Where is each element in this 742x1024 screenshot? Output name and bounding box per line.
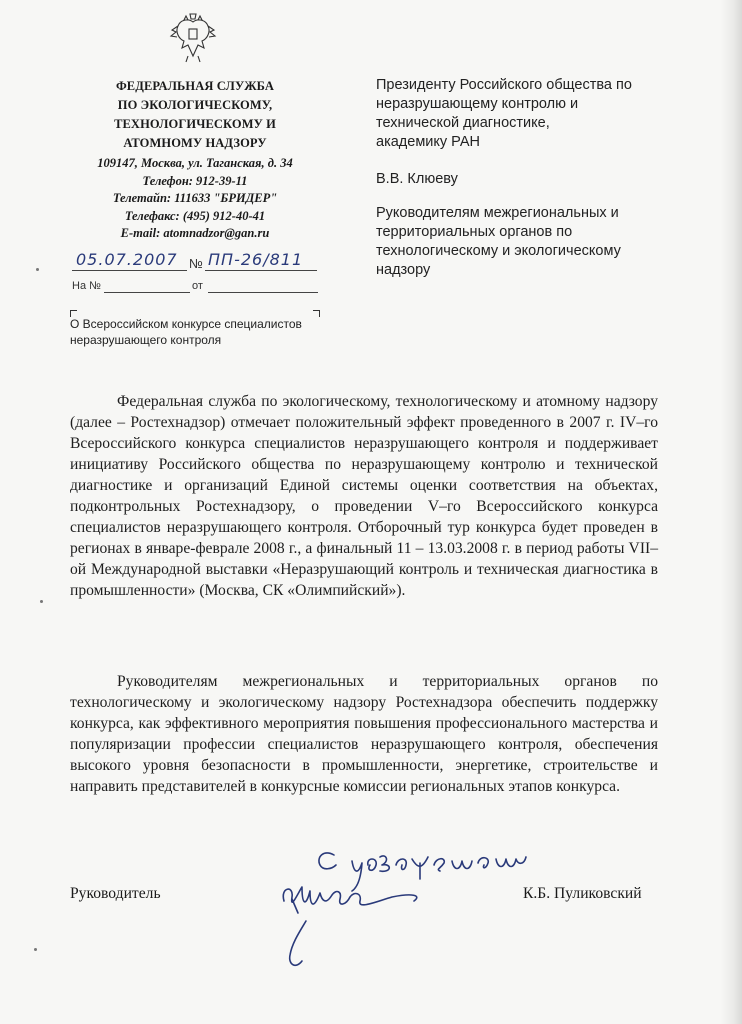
fax: Телефакс: (495) 912-40-41: [124, 208, 266, 223]
addressee-line: Президенту Российского общества по: [376, 77, 632, 93]
email: E-mail: atomnadzor@gan.ru: [120, 226, 270, 240]
address: 109147, Москва, ул. Таганская, д. 34: [97, 156, 293, 170]
ref-date-field: [208, 292, 318, 293]
russian-coat-of-arms-icon: [168, 12, 218, 64]
scan-speck: [40, 600, 43, 603]
addressee-president: [376, 76, 632, 152]
signatory-name: К.Б. Пуликовский: [523, 885, 642, 902]
handwritten-number: ПП-26/811: [208, 250, 304, 269]
ref-number-field: [104, 292, 190, 293]
date-underline: [72, 270, 187, 271]
number-underline: [205, 270, 317, 271]
addressee-line: территориальных органов по: [376, 224, 573, 240]
addressee-line: неразрушающему контролю и: [376, 96, 579, 112]
body-paragraph-2: Руководителям межрегиональных и территориальных органов по технологическому и экологическому надзору Ростехнадзора обеспечить поддержку конкурса, как эффективного мероприятия повышения профессионального мастерства и популяризации профессии специалистов неразрушающего контроля, обеспечения высокого уровня безопасности в промышленности, энергетике, строительстве и направить представителей в конкурсные комиссии региональных этапов конкурса.: [70, 673, 658, 795]
organization-contacts: [70, 155, 320, 243]
org-line: ТЕХНОЛОГИЧЕСКОМУ И: [114, 117, 276, 131]
org-line: ПО ЭКОЛОГИЧЕСКОМУ,: [117, 98, 273, 112]
addressee-name: В.В. Клюеву: [376, 171, 458, 187]
teletype: Телетайп: 111633 "БРИДЕР": [112, 191, 278, 205]
subject-line: О Всероссийском конкурсе специалистов: [70, 317, 302, 331]
addressee-line: технологическому и экологическому: [376, 243, 621, 259]
scan-speck: [34, 948, 37, 951]
number-symbol: №: [189, 256, 203, 271]
addressee-line: технической диагностике,: [376, 115, 550, 131]
phone: Телефон: 912-39-11: [142, 173, 248, 188]
scan-edge-shadow: [720, 0, 742, 1024]
subject-line: неразрушающего контроля: [70, 333, 222, 347]
body-paragraph-1: Федеральная служба по экологическому, технологическому и атомному надзору (далее – Ростехнадзор) отмечает положительный эффект проведенного в 2007 г. IV–го Всероссийского конкурса специалистов неразрушающего контроля и поддерживает инициативу Российского общества по неразрушающему контролю и технической диагностике и организаций Единой системы оценки соответствия на объектах, подконтрольных Ростехнадзору, о проведении V–го Всероссийского конкурса специалистов неразрушающего контроля. Отборочный тур конкурса будет проведен в регионах в январе-феврале 2008 г., а финальный 11 – 13.03.2008 г. в период работы VII–ой Международной выставки «Неразрушающий контроль и техническая диагностика в промышленности» (Москва, СК «Олимпийский»).: [70, 393, 658, 599]
signatory-title: Руководитель: [70, 885, 161, 902]
handwritten-signature: [262, 835, 582, 975]
ref-date-label: от: [192, 280, 203, 292]
addressee-line: академику РАН: [376, 134, 481, 150]
organization-name: [70, 77, 320, 153]
org-line: ФЕДЕРАЛЬНАЯ СЛУЖБА: [115, 79, 275, 93]
addressee-regional-heads: [376, 204, 621, 280]
letter-subject: [70, 316, 330, 348]
addressee-line: надзору: [376, 262, 431, 278]
scan-speck: [36, 268, 39, 271]
addressee-line: Руководителям межрегиональных и: [376, 205, 619, 221]
handwritten-date: 05.07.2007: [76, 250, 178, 269]
org-line: АТОМНОМУ НАДЗОРУ: [123, 136, 267, 150]
ref-number-label: На №: [72, 280, 101, 292]
